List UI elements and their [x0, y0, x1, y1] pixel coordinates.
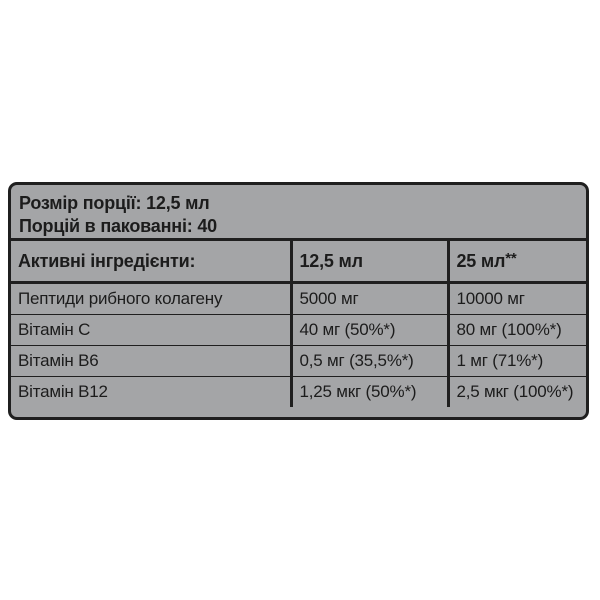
ingredient-dose-double: 80 мг (100%*)	[448, 315, 586, 346]
servings-per-package: Порцій в пакованні: 40	[19, 216, 217, 236]
header-dose-double	[448, 241, 586, 283]
ingredient-dose-double: 10000 мг	[448, 283, 586, 315]
table-row	[11, 377, 586, 408]
footnote-marker: **	[505, 249, 517, 267]
header-dose-single: 12,5 мл	[291, 241, 448, 283]
serving-size: Розмір порції: 12,5 мл	[19, 193, 210, 213]
table-row	[11, 283, 586, 315]
ingredient-dose-double: 2,5 мкг (100%*)	[448, 377, 586, 408]
ingredient-dose-single: 1,25 мкг (50%*)	[291, 377, 448, 408]
ingredient-dose-single: 5000 мг	[291, 283, 448, 315]
serving-info	[11, 185, 586, 241]
header-dose-double-label: 25 мл	[456, 250, 506, 271]
ingredient-dose-double: 1 мг (71%*)	[448, 346, 586, 377]
ingredient-dose-single: 0,5 мг (35,5%*)	[291, 346, 448, 377]
supplement-facts-panel	[8, 182, 589, 420]
table-header-row	[11, 241, 586, 283]
ingredient-dose-single: 40 мг (50%*)	[291, 315, 448, 346]
ingredient-name: Вітамін С	[11, 315, 291, 346]
table-row	[11, 315, 586, 346]
ingredient-name: Вітамін В6	[11, 346, 291, 377]
ingredient-name: Вітамін В12	[11, 377, 291, 408]
ingredients-table	[11, 241, 586, 407]
header-active-ingredients: Активні інгредієнти:	[11, 241, 291, 283]
table-row	[11, 346, 586, 377]
ingredient-name: Пептиди рибного колагену	[18, 289, 223, 308]
